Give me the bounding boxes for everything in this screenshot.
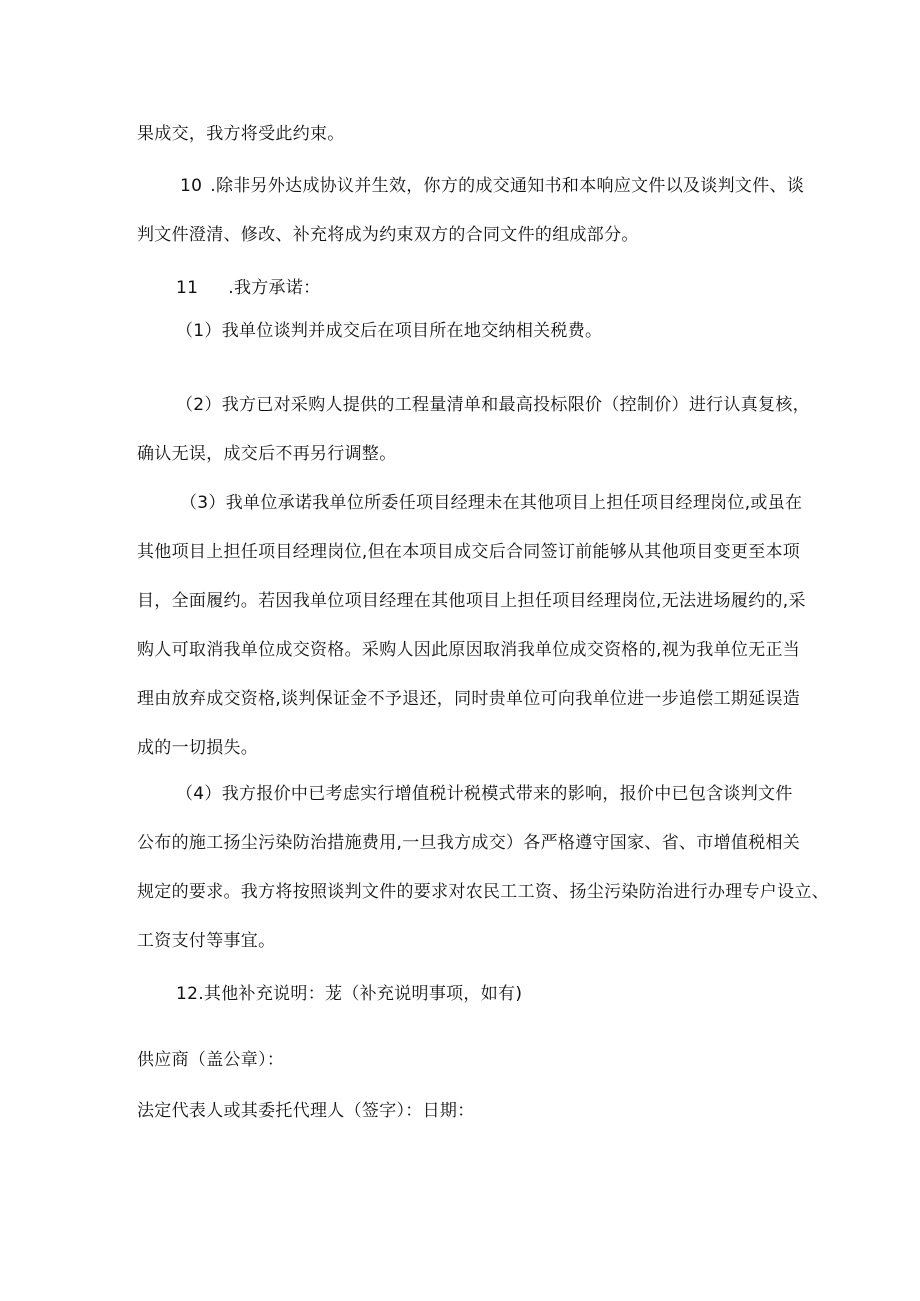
paragraph-9-tail: 果成交，我方将受此约束。 (137, 124, 345, 144)
paragraph-10-line-1 (180, 176, 804, 196)
paragraph-10-number: 10 (180, 176, 203, 196)
paragraph-10-text: .除非另外达成协议并生效，你方的成交通知书和本响应文件以及谈判文件、谈 (210, 176, 805, 196)
commitment-3-line-6: 成的一切损失。 (137, 738, 259, 758)
commitment-4-line-1: （4）我方报价中已考虑实行增值税计税模式带来的影响，报价中已包含谈判文件 (176, 784, 793, 804)
paragraph-11-number: 11 (176, 278, 199, 298)
supplier-seal-label: 供应商（盖公章）： (137, 1050, 285, 1070)
commitment-1-line-1: （1）我单位谈判并成交后在项目所在地交纳相关税费。 (176, 321, 603, 341)
commitment-3-line-3: 目，全面履约。若因我单位项目经理在其他项目上担任项目经理岗位,无法进场履约的,采 (137, 591, 806, 611)
paragraph-12: 12.其他补充说明：茏（补充说明事项，如有) (176, 984, 523, 1004)
paragraph-11-title: .我方承诺： (228, 278, 321, 298)
commitment-3-line-4: 购人可取消我单位成交资格。采购人因此原因取消我单位成交资格的,视为我单位无正当 (137, 640, 801, 660)
commitment-2-line-2: 确认无误，成交后不再另行调整。 (137, 444, 397, 464)
paragraph-10-line-2: 判文件澄清、修改、补充将成为约束双方的合同文件的组成部分。 (137, 225, 639, 245)
paragraph-11-heading (176, 278, 320, 298)
commitment-2-line-1: （2）我方已对采购人提供的工程量清单和最高投标限价（控制价）进行认真复核， (176, 395, 810, 415)
representative-signature-label: 法定代表人或其委托代理人（签字）：日期： (137, 1101, 475, 1121)
commitment-3-line-1: （3）我单位承诺我单位所委任项目经理未在其他项目上担任项目经理岗位,或虽在 (180, 493, 803, 513)
commitment-4-line-4: 工资支付等事宜。 (137, 931, 276, 951)
commitment-4-line-3: 规定的要求。我方将按照谈判文件的要求对农民工工资、扬尘污染防治进行办理专户设立、 (137, 882, 829, 902)
commitment-3-line-2: 其他项目上担任项目经理岗位,但在本项目成交后合同签订前能够从其他项目变更至本项 (137, 542, 801, 562)
commitment-4-line-2: 公布的施工扬尘污染防治措施费用,一旦我方成交）各严格遵守国家、省、市增值税相关 (137, 833, 801, 853)
commitment-3-line-5: 理由放弃成交资格,谈判保证金不予退还，同时贵单位可向我单位进一步追偿工期延误造 (137, 689, 801, 709)
